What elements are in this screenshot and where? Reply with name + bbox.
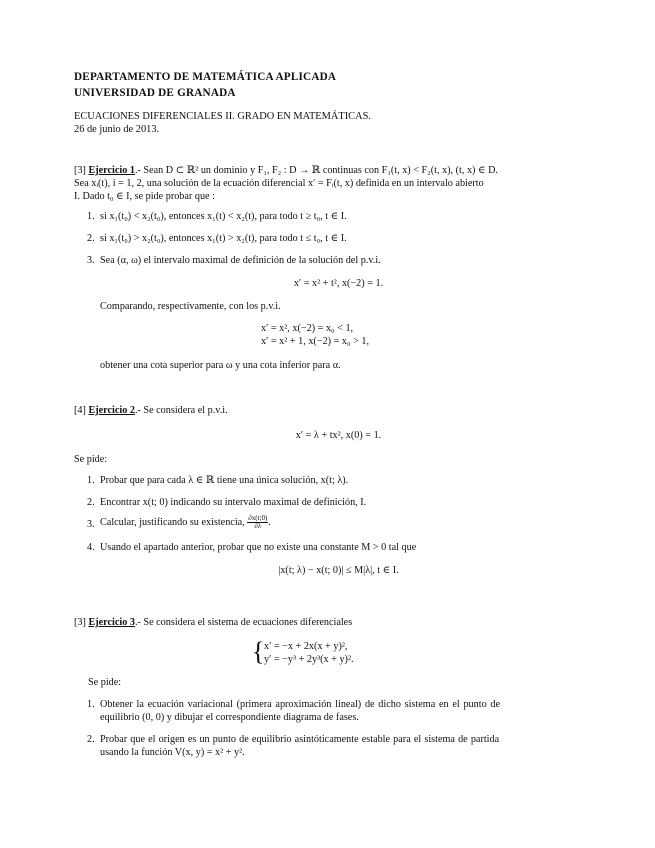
exercise-3-intro: [74, 616, 352, 629]
exercise-3-intro-text: .- Se considera el sistema de ecuaciones diferenciales: [134, 617, 353, 628]
university-title: UNIVERSIDAD DE GRANADA: [74, 87, 236, 99]
exercise-1-compare-text: Comparando, respectivamente, con los p.v.i.: [100, 301, 281, 312]
exercise-2-intro: [74, 404, 228, 417]
exercise-2-points: [4]: [74, 405, 86, 416]
exercise-2-se-pide: Se pide:: [74, 454, 108, 465]
exercise-1-conclusion: obtener una cota superior para ω y una cota inferior para α.: [100, 360, 341, 371]
exercise-2-title: Ejercicio 2: [88, 405, 135, 416]
exercise-3-se-pide: Se pide:: [88, 677, 122, 688]
item-number: 4.: [87, 542, 95, 553]
item-number: 3.: [87, 255, 95, 266]
department-title: DEPARTAMENTO DE MATEMÁTICA APLICADA: [74, 71, 337, 83]
exercise-3-item-1-line1: Obtener la ecuación variacional (primera aproximación lineal) de dicho sistema en el punto de: [100, 699, 501, 710]
exercise-1-equation-b: x′ = x² + 1, x(−2) = x₀ > 1,: [261, 336, 370, 347]
exercise-1-item-3: Sea (α, ω) el intervalo maximal de definición de la solución del p.v.i.: [100, 255, 381, 266]
item-number: 1.: [87, 475, 95, 486]
exercise-3-item-2-line1: Probar que el origen es un punto de equilibrio asintóticamente estable para el sistema de partida: [100, 734, 500, 745]
exercise-1-item-2: si x₁(t₀) > x₂(t₀), entonces x₁(t) > x₂(t), para todo t ≤ t₀, t ∈ I.: [100, 233, 347, 244]
exercise-1-intro-line3: I. Dado t₀ ∈ I, se pide probar que :: [74, 191, 215, 202]
item-number: 2.: [87, 497, 95, 508]
exercise-1-equation: x′ = x² + t², x(−2) = 1.: [293, 278, 384, 289]
item-number: 2.: [87, 734, 95, 745]
fraction-numerator: ∂x(t;0): [248, 514, 268, 522]
exercise-3-item-2-line2: usando la función V(x, y) = x² + y².: [100, 747, 245, 758]
item-number: 1.: [87, 699, 95, 710]
exercise-1-equation-a: x′ = x², x(−2) = x₀ < 1,: [261, 323, 354, 334]
exercise-1-item-1: si x₁(t₀) < x₂(t₀), entonces x₁(t) < x₂(t), para todo t ≥ t₀, t ∈ I.: [100, 211, 347, 222]
exercise-1-intro-line1: [74, 164, 498, 177]
partial-derivative-fraction: [247, 515, 268, 530]
exam-date: 26 de junio de 2013.: [74, 124, 160, 135]
exercise-1-points: [3]: [74, 165, 86, 176]
exercise-2-item-3-text: Calcular, justificando su existencia,: [100, 516, 245, 528]
exercise-2-item-4: Usando el apartado anterior, probar que no existe una constante M > 0 tal que: [100, 542, 417, 553]
exercise-2-item-3: Calcular, justificando su existencia, $\frac{\partial x(t;0)}{\partial\lambda}$ .: [100, 514, 271, 530]
exercise-1-intro-line2: Sea xᵢ(t), i = 1, 2, una solución de la ecuación diferencial x′ = Fᵢ(t, x) definida en un intervalo abierto: [74, 178, 484, 189]
exercise-2-item-2: Encontrar x(t; 0) indicando su intervalo maximal de definición, I.: [100, 497, 367, 508]
item-number: 1.: [87, 211, 95, 222]
course-title: ECUACIONES DIFERENCIALES II. GRADO EN MATEMÁTICAS.: [74, 111, 371, 122]
exercise-3-item-1-line2: equilibrio (0, 0) y dibujar el correspondiente diagrama de fases.: [100, 712, 359, 723]
exercise-3-points: [3]: [74, 617, 86, 628]
exercise-3-equation-x: x′ = −x + 2x(x + y)²,: [264, 641, 348, 652]
exercise-2-equation: x′ = λ + tx², x(0) = 1.: [295, 430, 382, 441]
system-brace: {: [252, 637, 265, 666]
item-number: 2.: [87, 233, 95, 244]
exercise-1-title: Ejercicio 1: [88, 165, 135, 176]
fraction-denominator: ∂λ: [254, 522, 262, 530]
exercise-3-title: Ejercicio 3: [88, 617, 135, 628]
exercise-2-inequality: |x(t; λ) − x(t; 0)| ≤ M|λ|, t ∈ I.: [278, 565, 399, 576]
exercise-2-intro-text: .- Se considera el p.v.i.: [134, 405, 228, 416]
exercise-1-intro-text: .- Sean D ⊂ ℝ² un dominio y F₁, F₂ : D → ℝ continuas con F₁(t, x) < F₂(t, x), (t, x) ∈ D.: [134, 165, 498, 176]
item-number: 3.: [87, 519, 95, 530]
exercise-3-equation-y: y′ = −y³ + 2y³(x + y)².: [264, 654, 354, 665]
exercise-2-item-1: Probar que para cada λ ∈ ℝ tiene una única solución, x(t; λ).: [100, 475, 349, 486]
